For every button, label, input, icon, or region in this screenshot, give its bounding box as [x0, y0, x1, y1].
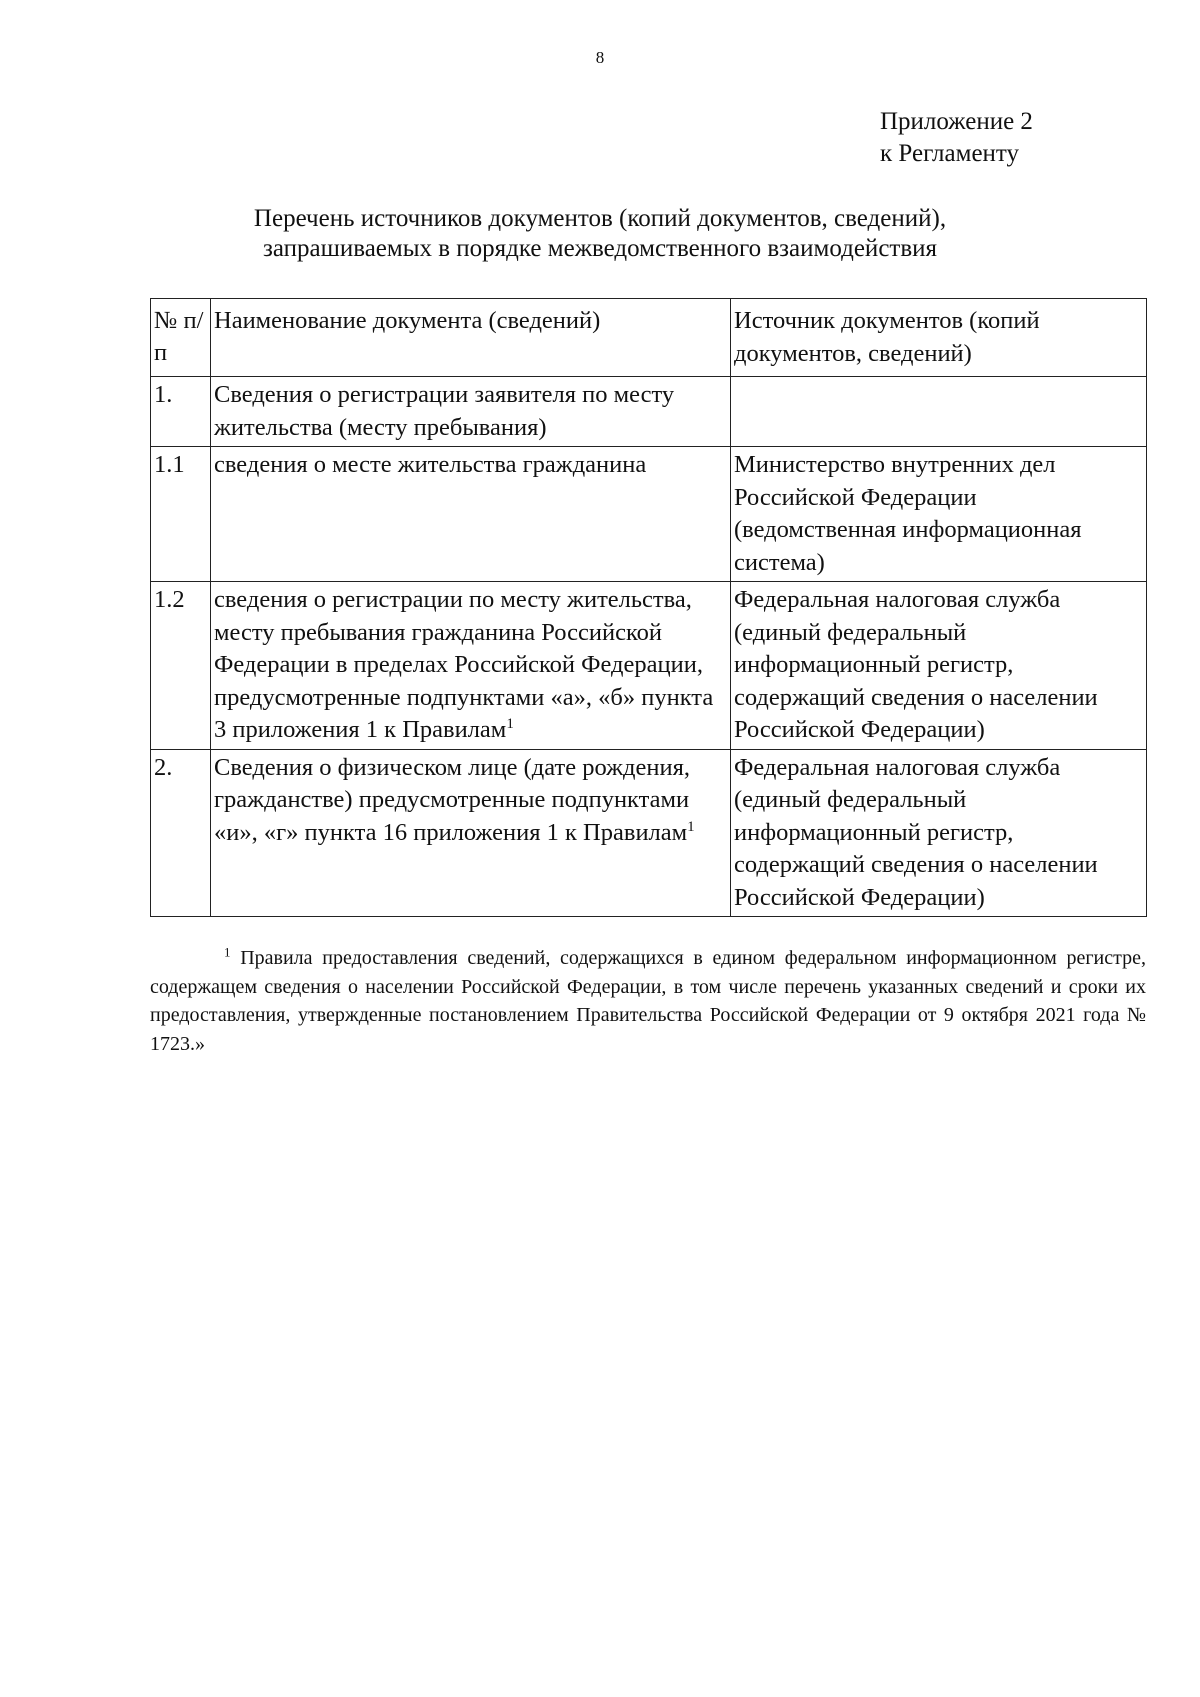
row-source: Федеральная налоговая служба (единый федеральный информационный регистр, содержащий сведения о населении Российской Федерации): [731, 582, 1147, 750]
document-title-line-2: запрашиваемых в порядке межведомственного взаимодействия: [262, 235, 938, 262]
appendix-line-1: Приложение 2: [880, 108, 1033, 135]
header-number: № п/п: [151, 299, 211, 377]
document-title: [150, 204, 1050, 264]
footnote-reference: 1: [506, 715, 514, 732]
row-document-name: [211, 582, 731, 750]
header-source: Источник документов (копий документов, сведений): [731, 299, 1147, 377]
row-source: [731, 377, 1147, 447]
appendix-heading: [880, 106, 1033, 170]
appendix-line-2: к Регламенту: [880, 140, 1020, 167]
page-number: 8: [595, 48, 605, 67]
footnote: [150, 944, 1146, 1058]
row-document-name: Сведения о регистрации заявителя по месту жительства (месту пребывания): [211, 377, 731, 447]
table-row: [151, 749, 1147, 917]
row-number: 1.: [151, 377, 211, 447]
row-document-name-text: Сведения о физическом лице (дате рождения, гражданстве) предусмотренные подпунктами «и», «г» пункта 16 приложения 1 к Правилам: [214, 753, 690, 846]
row-document-name: [211, 749, 731, 917]
table-row: [151, 582, 1147, 750]
row-number: 2.: [151, 749, 211, 917]
row-document-name-text: сведения о регистрации по месту жительства, месту пребывания гражданина Российской Федерации в пределах Российской Федерации, предусмотренные подпунктами «а», «б» пункта 3 приложения 1 к Правилам: [214, 586, 714, 743]
row-source: Министерство внутренних дел Российской Федерации (ведомственная информационная система): [731, 447, 1147, 582]
row-number: 1.2: [151, 582, 211, 750]
table-row: [151, 377, 1147, 447]
footnote-reference: 1: [687, 818, 695, 835]
header-document-name: Наименование документа (сведений): [211, 299, 731, 377]
table-row: [151, 447, 1147, 582]
row-number: 1.1: [151, 447, 211, 582]
sources-table: [150, 298, 1147, 917]
table-header-row: [151, 299, 1147, 377]
footnote-text: Правила предоставления сведений, содержащихся в едином федеральном информационном регистре, содержащем сведения о населении Российской Федерации, в том числе перечень указанных сведений и сроки их предоставления, утвержденные постановлением Правительства Российской Федерации от 9 октября 2021 года № 1723.»: [150, 947, 1146, 1055]
footnote-marker: 1: [224, 944, 231, 960]
row-source: Федеральная налоговая служба (единый федеральный информационный регистр, содержащий сведения о населении Российской Федерации): [731, 749, 1147, 917]
document-title-line-1: Перечень источников документов (копий документов, сведений),: [253, 205, 947, 232]
row-document-name: сведения о месте жительства гражданина: [211, 447, 731, 582]
